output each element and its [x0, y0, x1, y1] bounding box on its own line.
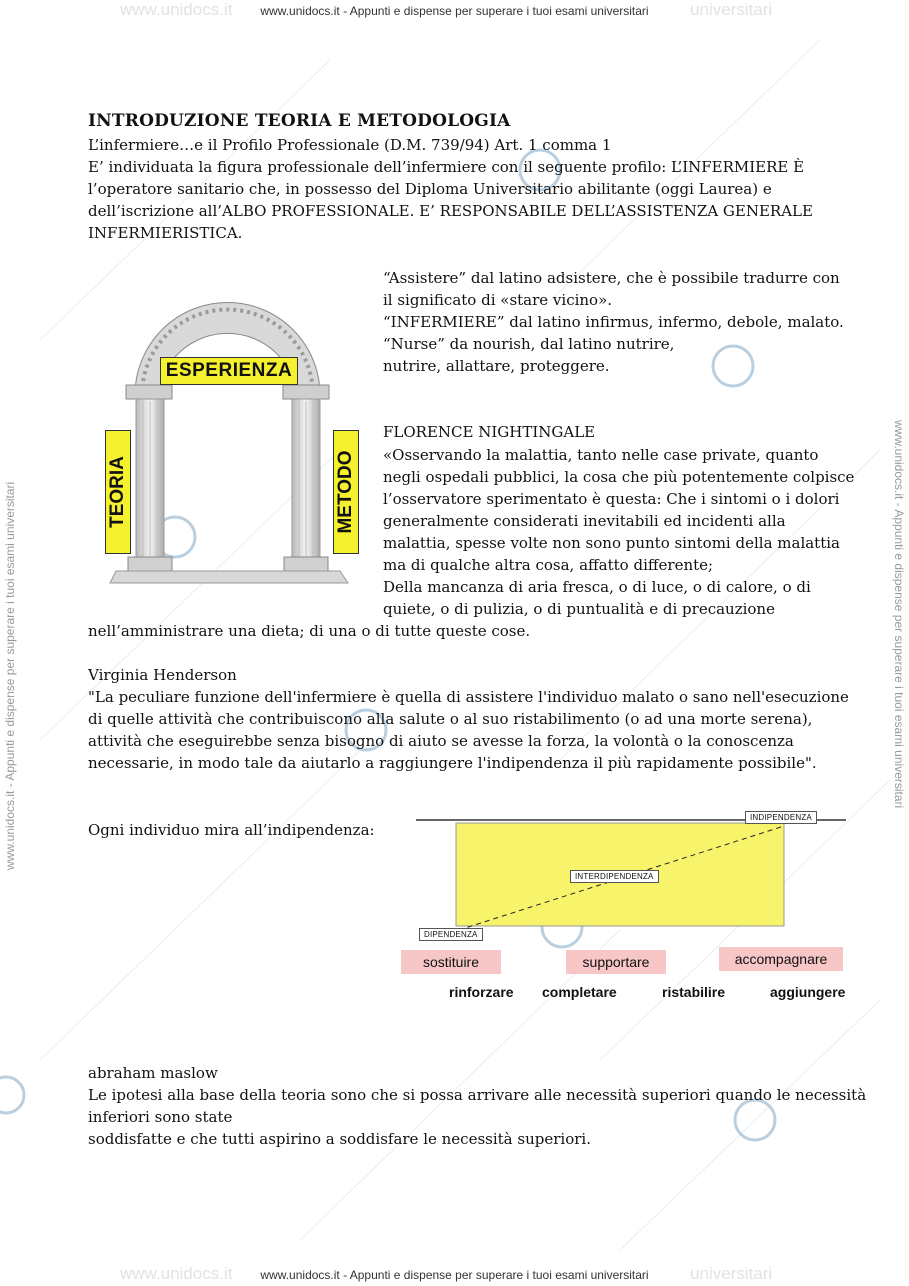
- watermark-ghost-right: universitari: [690, 0, 773, 19]
- watermark-side-right: www.unidocs.it - Appunti e dispense per superare i tuoi esami universitari: [892, 420, 906, 809]
- etymology-line: “INFERMIERE” dal latino infirmus, infermo, debole, malato.: [383, 313, 844, 331]
- independence-label: Ogni individuo mira all’indipendenza:: [88, 821, 375, 839]
- intro-line: E’ individuata la figura professionale dell’infermiere con il seguente profilo: L’INFERMIERE È: [88, 158, 805, 176]
- arch-graphic: [100, 285, 355, 590]
- tag-accompagnare: accompagnare: [719, 947, 843, 971]
- watermark-header-text[interactable]: www.unidocs.it - Appunti e dispense per superare i tuoi esami universitari: [260, 4, 649, 18]
- verb-completare: completare: [542, 984, 617, 1000]
- watermark-ghost-left: www.unidocs.it: [120, 1264, 233, 1283]
- maslow-line: soddisfatte e che tutti aspirino a soddisfare le necessità superiori.: [88, 1130, 591, 1148]
- label-indipendenza: INDIPENDENZA: [745, 811, 817, 824]
- nightingale-line: ma di qualche altra cosa, affatto differente;: [383, 556, 714, 574]
- arch-illustration: [100, 285, 355, 590]
- henderson-line: attività che eseguirebbe senza bisogno di aiuto se avesse la forza, la volontà o la conoscenza: [88, 732, 794, 750]
- nightingale-line: l’osservatore sperimentato è questa: Che i sintomi o i dolori: [383, 490, 840, 508]
- etymology-line: “Assistere” dal latino adsistere, che è possibile tradurre con: [383, 269, 840, 287]
- henderson-heading: Virginia Henderson: [88, 666, 237, 684]
- page-title: INTRODUZIONE TEORIA E METODOLOGIA: [88, 111, 511, 131]
- intro-line: L’infermiere…e il Profilo Professionale (D.M. 739/94) Art. 1 comma 1: [88, 136, 612, 154]
- label-dipendenza: DIPENDENZA: [419, 928, 483, 941]
- watermark-side-left: www.unidocs.it - Appunti e dispense per superare i tuoi esami universitari: [3, 481, 17, 870]
- intro-line: INFERMIERISTICA.: [88, 224, 243, 242]
- maslow-line: Le ipotesi alla base della teoria sono che si possa arrivare alle necessità superiori quando le necessità: [88, 1086, 867, 1104]
- etymology-line: “Nurse” da nourish, dal latino nutrire,: [383, 335, 675, 353]
- nightingale-line: malattia, spesse volte non sono punto sintomi della malattia: [383, 534, 840, 552]
- nightingale-line: generalmente considerati inevitabili ed incidenti alla: [383, 512, 786, 530]
- verb-aggiungere: aggiungere: [770, 984, 846, 1000]
- intro-line: l’operatore sanitario che, in possesso del Diploma Universitario abilitante (oggi Laurea) e: [88, 180, 772, 198]
- henderson-line: di quelle attività che contribuiscono alla salute o al suo ristabilimento (o ad una morte serena),: [88, 710, 813, 728]
- tag-supportare: supportare: [566, 950, 666, 974]
- nightingale-line: negli ospedali pubblici, la cosa che più potentemente colpisce: [383, 468, 855, 486]
- watermark-ghost-left: www.unidocs.it: [120, 0, 233, 19]
- arch-label-right: METODO: [335, 450, 356, 534]
- henderson-line: necessarie, in modo tale da aiutarlo a raggiungere l'indipendenza il più rapidamente possibile".: [88, 754, 817, 772]
- maslow-heading: abraham maslow: [88, 1064, 218, 1082]
- nightingale-line: «Osservando la malattia, tanto nelle case private, quanto: [383, 446, 819, 464]
- intro-line: dell’iscrizione all’ALBO PROFESSIONALE. E’ RESPONSABILE DELL’ASSISTENZA GENERALE: [88, 202, 813, 220]
- verb-rinforzare: rinforzare: [449, 984, 514, 1000]
- arch-label-left: TEORIA: [107, 456, 128, 528]
- henderson-line: "La peculiare funzione dell'infermiere è quella di assistere l'individuo malato o sano nell'esecuzione: [88, 688, 849, 706]
- label-interdipendenza: INTERDIPENDENZA: [570, 870, 659, 883]
- nightingale-line-last: nell’amministrare una dieta; di una o di tutte queste cose.: [88, 622, 531, 640]
- etymology-line: il significato di «stare vicino».: [383, 291, 613, 309]
- nightingale-heading: FLORENCE NIGHTINGALE: [383, 423, 596, 441]
- etymology-line: nutrire, allattare, proteggere.: [383, 357, 610, 375]
- nightingale-line: quiete, o di pulizia, o di puntualità e di precauzione: [383, 600, 775, 618]
- arch-label-right-box: [333, 430, 359, 554]
- maslow-line: inferiori sono state: [88, 1108, 233, 1126]
- tag-sostituire: sostituire: [401, 950, 501, 974]
- nightingale-line: Della mancanza di aria fresca, o di luce, o di calore, o di: [383, 578, 811, 596]
- watermark-footer-text[interactable]: www.unidocs.it - Appunti e dispense per superare i tuoi esami universitari: [260, 1268, 649, 1282]
- arch-label-left-box: [105, 430, 131, 554]
- verb-ristabilire: ristabilire: [662, 984, 726, 1000]
- watermark-ghost-right: universitari: [690, 1264, 773, 1283]
- arch-label-top: ESPERIENZA: [160, 357, 298, 385]
